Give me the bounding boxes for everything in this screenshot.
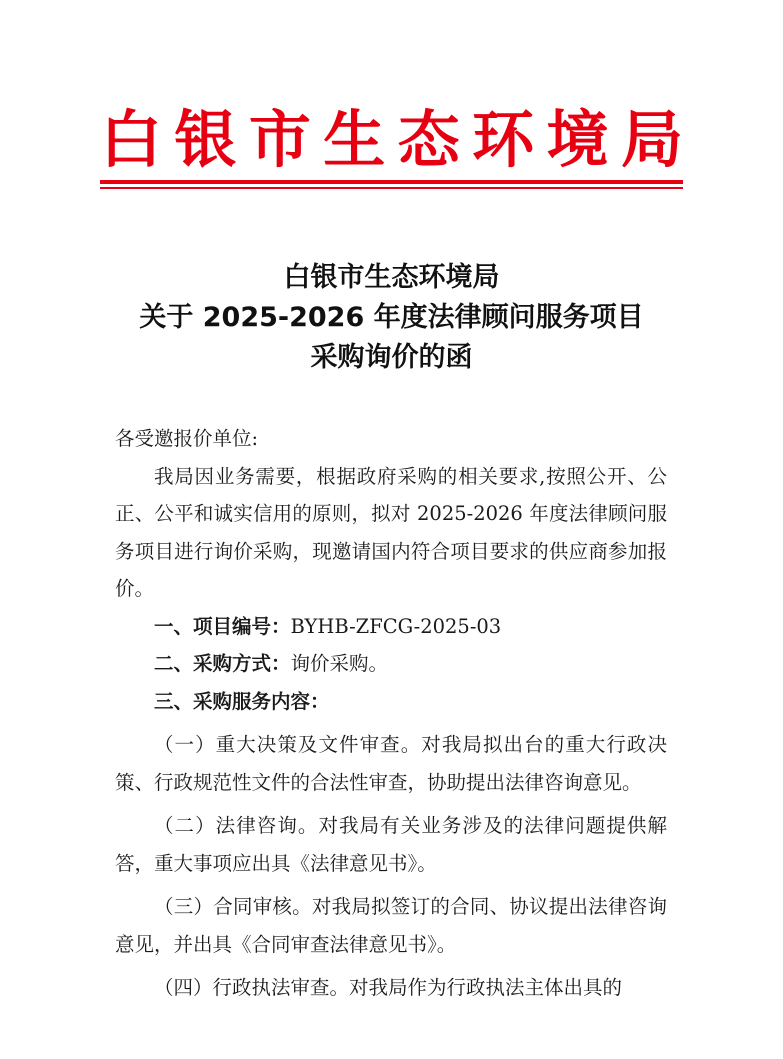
title-line-2: 关于 2025-2026 年度法律顾问服务项目 xyxy=(139,302,644,333)
service-item: （三）合同审核。对我局拟签订的合同、协议提出法律咨询意见，并出具《合同审查法律意见书》。 xyxy=(115,895,667,956)
document-body xyxy=(115,420,667,1007)
procurement-method: 询价采购。 xyxy=(290,652,389,675)
title-line-3: 采购询价的函 xyxy=(310,342,473,373)
letterhead-char: 市 xyxy=(248,103,311,176)
section-project-number xyxy=(115,608,667,646)
service-item: （二）法律咨询。对我局有关业务涉及的法律问题提供解答，重大事项应出具《法律意见书》。 xyxy=(115,814,667,875)
section-heading: 一、项目编号： xyxy=(154,614,291,638)
letterhead-char: 白 xyxy=(100,103,163,176)
title-line-1: 白银市生态环境局 xyxy=(283,262,500,293)
letterhead xyxy=(100,100,683,180)
project-number: BYHB-ZFCG-2025-03 xyxy=(290,614,502,638)
section-service-content xyxy=(115,683,667,721)
document-title xyxy=(100,258,683,378)
letterhead-rule-thick xyxy=(100,180,683,184)
section-procurement-method xyxy=(115,645,667,683)
intro-paragraph: 我局因业务需要，根据政府采购的相关要求,按照公开、公正、公平和诚实信用的原则，拟对 2025-2026 年度法律顾问服务项目进行询价采购，现邀请国内符合项目要求的供应商参加报价。 xyxy=(115,464,667,600)
letterhead-char: 境 xyxy=(546,103,609,176)
service-item: （一）重大决策及文件审查。对我局拟出台的重大行政决策、行政规范性文件的合法性审查，协助提出法律咨询意见。 xyxy=(115,733,667,794)
letterhead-rule-thin xyxy=(100,187,683,189)
salutation: 各受邀报价单位: xyxy=(115,427,259,450)
letterhead-char: 局 xyxy=(620,103,683,176)
letterhead-char: 银 xyxy=(174,103,237,176)
service-item: （四）行政执法审查。对我局作为行政执法主体出具的 xyxy=(154,976,623,999)
letterhead-char: 生 xyxy=(323,103,386,176)
letterhead-char: 态 xyxy=(397,103,460,176)
section-heading: 二、采购方式： xyxy=(154,652,291,675)
section-heading: 三、采购服务内容： xyxy=(154,689,330,713)
letterhead-char: 环 xyxy=(472,103,535,176)
